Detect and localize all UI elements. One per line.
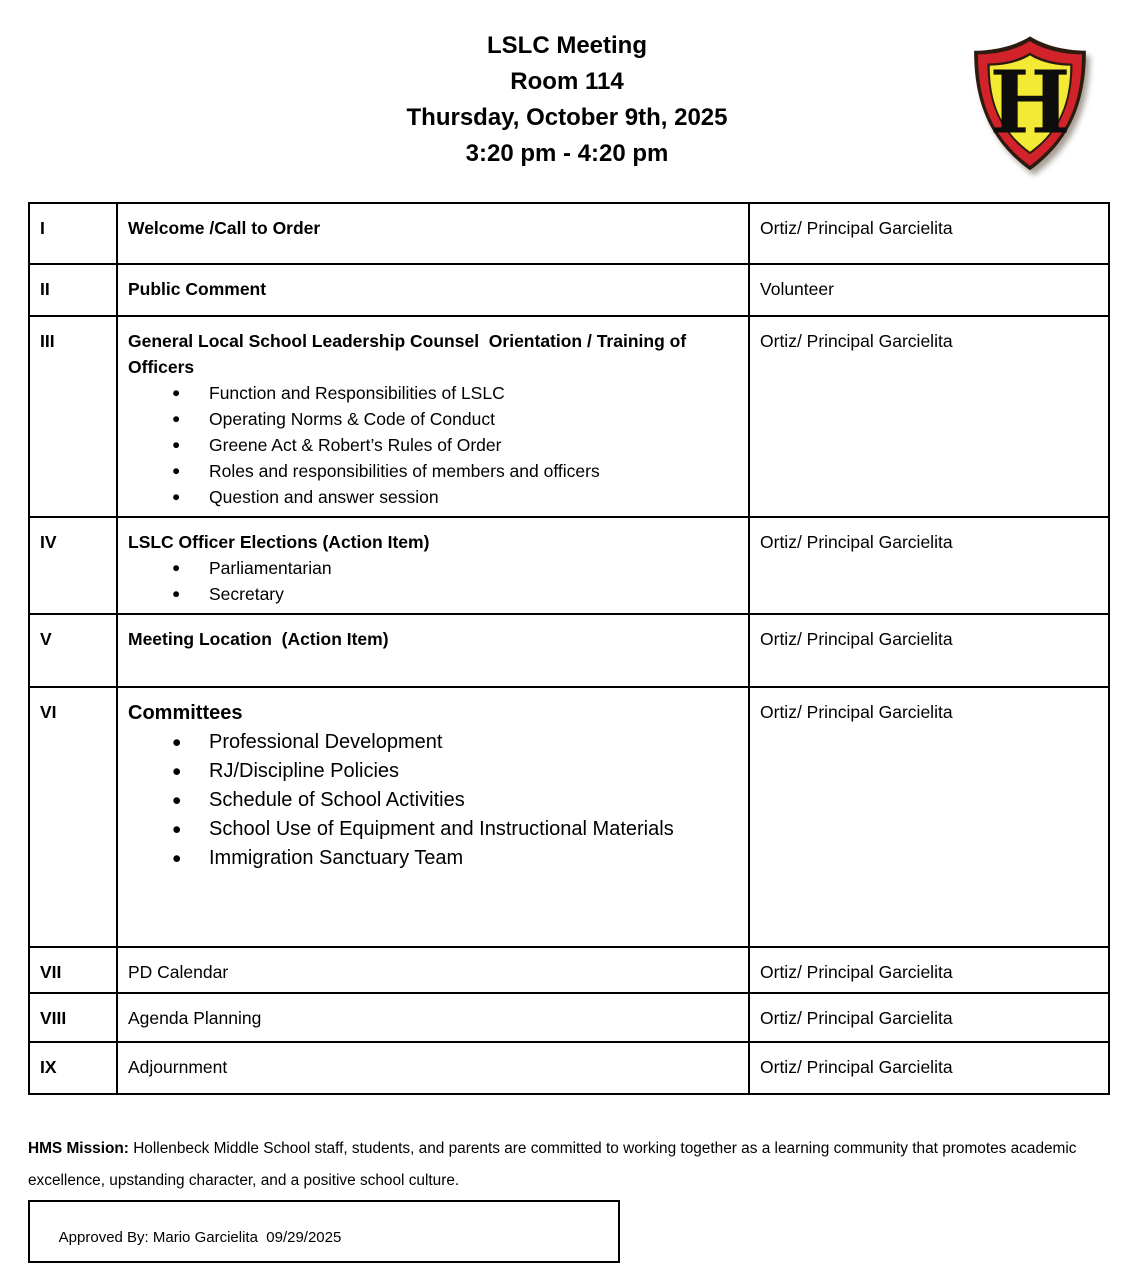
row-topic-title: Agenda Planning	[128, 1008, 262, 1028]
row-presenter: Ortiz/ Principal Garcielita	[760, 331, 953, 351]
row-presenter: Ortiz/ Principal Garcielita	[760, 962, 953, 982]
logo-letter: H	[989, 52, 1071, 154]
agenda-row	[29, 517, 1109, 614]
row-presenter-cell	[749, 614, 1109, 687]
row-topic-title: PD Calendar	[128, 962, 229, 982]
topic-bullet-item: ● RJ/Discipline Policies	[128, 757, 740, 786]
row-numeral-cell	[29, 264, 117, 316]
agenda-row	[29, 1042, 1109, 1094]
row-topic-cell	[117, 264, 749, 316]
row-presenter-cell	[749, 203, 1109, 264]
row-topic-bullets	[128, 728, 740, 873]
approval-text: Approved By: Mario Garcielita 09/29/2025	[58, 1229, 342, 1246]
row-numeral-cell	[29, 316, 117, 517]
topic-bullet-item: ● School Use of Equipment and Instructional Materials	[128, 815, 740, 844]
topic-bullet-item: ● Immigration Sanctuary Team	[128, 844, 740, 873]
row-topic-title: Public Comment	[128, 279, 267, 299]
topic-bullet-item: ● Function and Responsibilities of LSLC	[128, 380, 740, 406]
mission-label: HMS Mission:	[28, 1140, 129, 1158]
row-numeral-cell	[29, 947, 117, 993]
agenda-row	[29, 614, 1109, 687]
row-presenter: Ortiz/ Principal Garcielita	[760, 218, 953, 238]
meeting-title: LSLC Meeting	[487, 32, 647, 59]
row-topic-bullets	[128, 380, 740, 510]
row-topic-cell	[117, 993, 749, 1042]
row-numeral-cell	[29, 517, 117, 614]
topic-bullet-item: ● Greene Act & Robert’s Rules of Order	[128, 432, 740, 458]
row-presenter: Ortiz/ Principal Garcielita	[760, 1057, 953, 1077]
topic-bullet-item: ● Secretary	[128, 581, 740, 607]
row-numeral: IX	[40, 1057, 57, 1077]
row-topic-cell	[117, 1042, 749, 1094]
topic-bullet-item: ● Question and answer session	[128, 484, 740, 510]
row-numeral: IV	[40, 532, 57, 552]
row-presenter-cell	[749, 517, 1109, 614]
topic-bullet-item: ● Operating Norms & Code of Conduct	[128, 406, 740, 432]
row-numeral: V	[40, 629, 52, 649]
row-numeral: I	[40, 218, 45, 238]
topic-bullet-item: ● Schedule of School Activities	[128, 786, 740, 815]
row-topic-title: LSLC Officer Elections (Action Item)	[128, 532, 430, 552]
row-topic-title: Committees	[128, 702, 243, 724]
row-topic-bullets	[128, 555, 740, 607]
row-presenter: Ortiz/ Principal Garcielita	[760, 1008, 953, 1028]
row-topic-title: Meeting Location (Action Item)	[128, 629, 389, 649]
row-presenter: Volunteer	[760, 279, 834, 299]
meeting-room: Room 114	[510, 68, 624, 95]
topic-bullet-item: ● Professional Development	[128, 728, 740, 757]
topic-bullet-item: ● Parliamentarian	[128, 555, 740, 581]
row-topic-title: Welcome /Call to Order	[128, 218, 321, 238]
mission-text: Hollenbeck Middle School staff, students, and parents are committed to working together as a learning community that promotes academic excellence, upstanding character, and a positive school culture.	[28, 1140, 1077, 1190]
agenda-row	[29, 264, 1109, 316]
row-topic-cell	[117, 614, 749, 687]
row-topic-title: Adjournment	[128, 1057, 228, 1077]
topic-bullet-item: ● Roles and responsibilities of members and officers	[128, 458, 740, 484]
row-presenter-cell	[749, 1042, 1109, 1094]
approval-box	[28, 1200, 620, 1263]
agenda-row	[29, 203, 1109, 264]
agenda-table	[28, 202, 1110, 1095]
row-presenter: Ortiz/ Principal Garcielita	[760, 702, 953, 722]
row-numeral-cell	[29, 614, 117, 687]
row-topic-cell	[117, 203, 749, 264]
row-presenter: Ortiz/ Principal Garcielita	[760, 629, 953, 649]
row-numeral: VII	[40, 962, 62, 982]
row-presenter-cell	[749, 687, 1109, 947]
agenda-table-body	[29, 203, 1109, 1094]
row-numeral-cell	[29, 993, 117, 1042]
meeting-time: 3:20 pm - 4:20 pm	[465, 140, 669, 167]
school-shield-logo	[965, 33, 1095, 175]
document-header	[0, 0, 1134, 172]
row-presenter-cell	[749, 947, 1109, 993]
row-presenter-cell	[749, 993, 1109, 1042]
agenda-row	[29, 687, 1109, 947]
mission-statement	[28, 1133, 1128, 1197]
row-numeral-cell	[29, 203, 117, 264]
row-topic-cell	[117, 947, 749, 993]
row-topic-cell	[117, 517, 749, 614]
row-topic-cell	[117, 316, 749, 517]
row-numeral-cell	[29, 1042, 117, 1094]
meeting-title-block	[0, 0, 1134, 172]
shield-icon	[965, 33, 1095, 175]
agenda-row	[29, 947, 1109, 993]
row-topic-cell	[117, 687, 749, 947]
row-presenter-cell	[749, 316, 1109, 517]
row-numeral: III	[40, 331, 55, 351]
agenda-row	[29, 993, 1109, 1042]
row-numeral: VI	[40, 702, 57, 722]
row-numeral: VIII	[40, 1008, 67, 1028]
meeting-date: Thursday, October 9th, 2025	[406, 104, 728, 131]
row-presenter-cell	[749, 264, 1109, 316]
agenda-row	[29, 316, 1109, 517]
row-numeral-cell	[29, 687, 117, 947]
row-presenter: Ortiz/ Principal Garcielita	[760, 532, 953, 552]
row-topic-title: General Local School Leadership Counsel Orientation / Training of Officers	[128, 331, 692, 377]
row-numeral: II	[40, 279, 50, 299]
